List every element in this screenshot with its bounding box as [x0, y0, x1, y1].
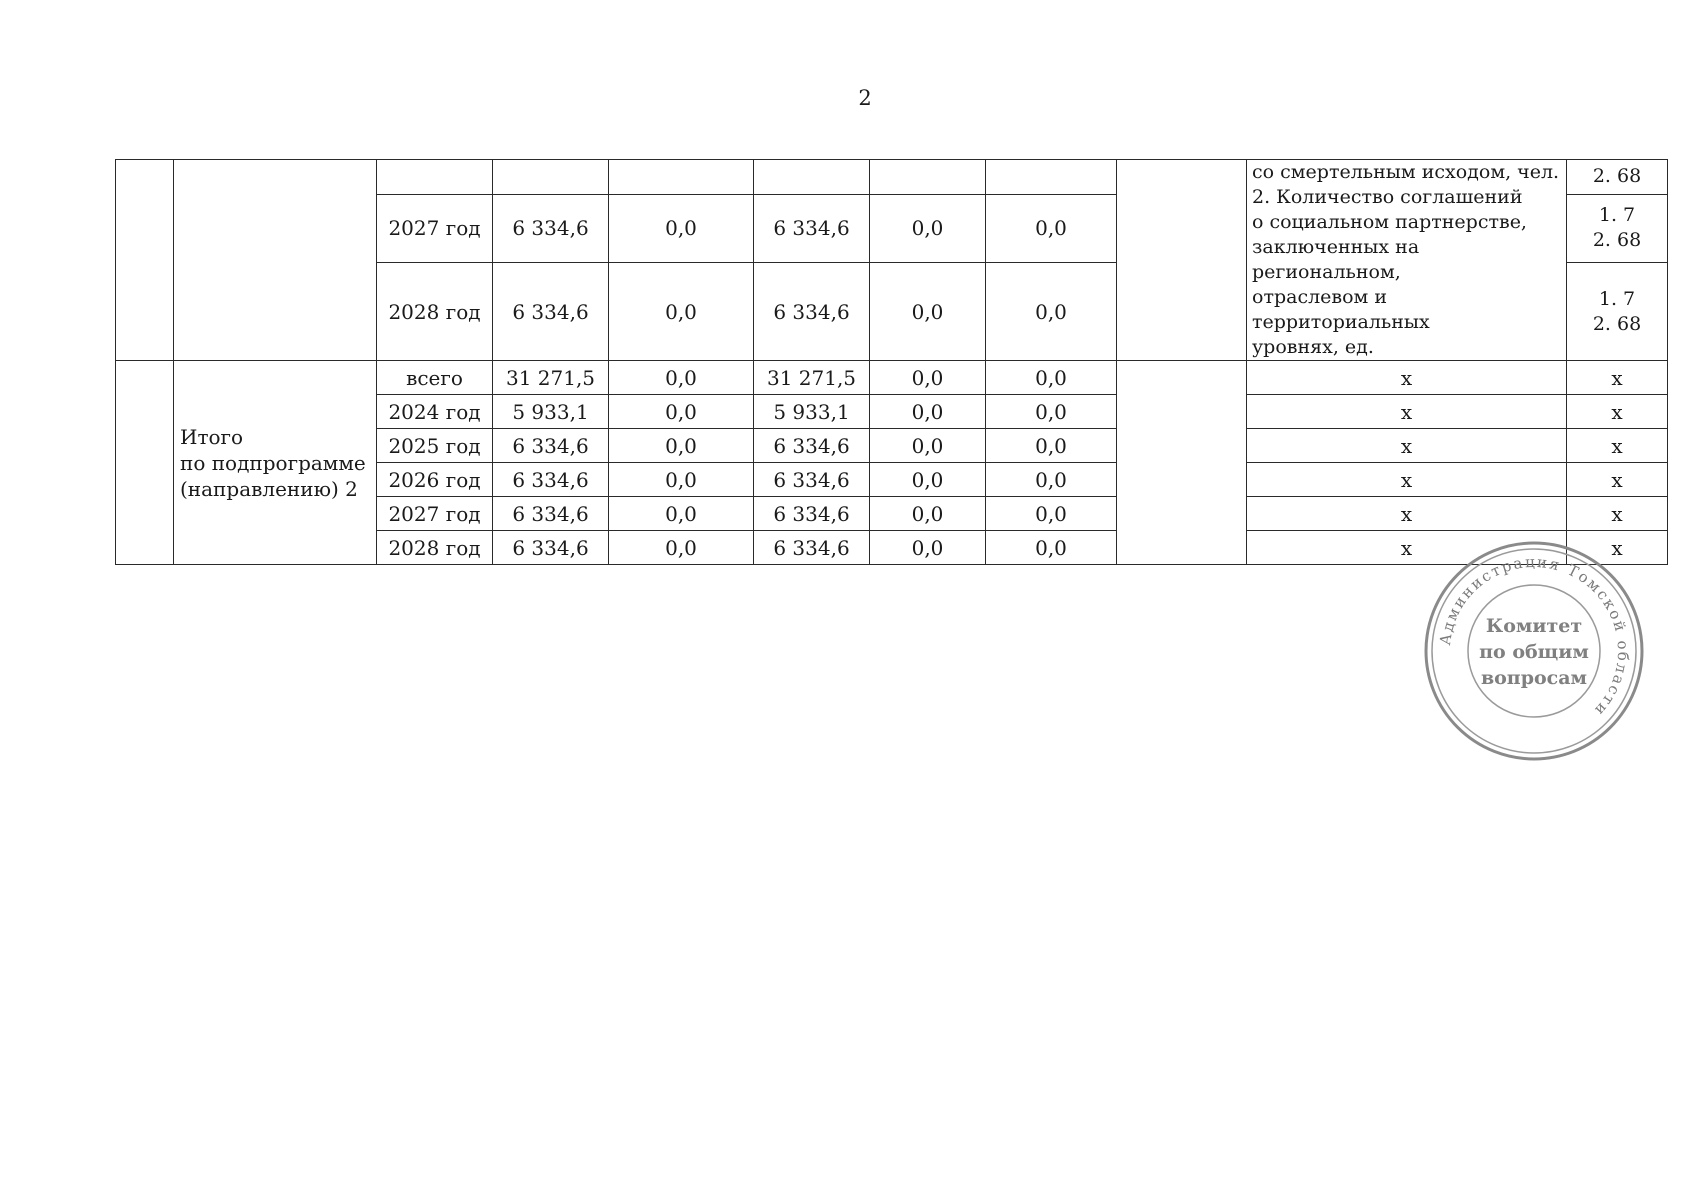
total-cell: 6 334,6 [493, 463, 609, 497]
fund-cell: 0,0 [870, 395, 986, 429]
indicator-cell: х [1247, 395, 1567, 429]
code-cell [1567, 263, 1668, 361]
fund-cell: 0,0 [986, 531, 1117, 565]
fund-cell: 6 334,6 [754, 531, 870, 565]
fund-cell: 0,0 [870, 194, 986, 262]
year-cell: 2028 год [377, 531, 493, 565]
fund-cell: 0,0 [870, 497, 986, 531]
fund-cell: 0,0 [986, 194, 1117, 262]
seal-ring-text: Администрация Томской области [1436, 552, 1633, 721]
code-cell: х [1567, 531, 1668, 565]
fund-cell: 0,0 [609, 395, 754, 429]
code-cell [1567, 194, 1668, 262]
fund-cell: 0,0 [609, 497, 754, 531]
indicator-cell: х [1247, 463, 1567, 497]
year-cell: 2028 год [377, 263, 493, 361]
fund-cell: 0,0 [609, 194, 754, 262]
indicator-cell: х [1247, 429, 1567, 463]
fund-cell: 0,0 [986, 361, 1117, 395]
name-cell [174, 160, 377, 361]
page-number: 2 [858, 86, 872, 110]
indicator-line: заключенных на региональном, [1252, 236, 1420, 283]
indicator-cell: х [1247, 497, 1567, 531]
total-cell: 31 271,5 [493, 361, 609, 395]
fund-cell: 0,0 [609, 263, 754, 361]
seal-center-line: вопросам [1480, 667, 1588, 689]
total-label-line: Итого [180, 424, 244, 449]
fund-cell: 0,0 [870, 361, 986, 395]
fund-cell: 0,0 [609, 429, 754, 463]
fund-cell: 0,0 [870, 263, 986, 361]
indicator-line: отраслевом и территориальных [1252, 286, 1430, 333]
total-cell: 5 933,1 [493, 395, 609, 429]
code-cell: х [1567, 361, 1668, 395]
code-cell: х [1567, 497, 1668, 531]
table-row [116, 160, 1668, 195]
year-cell: 2026 год [377, 463, 493, 497]
fund-cell: 0,0 [609, 361, 754, 395]
indicator-line: о социальном партнерстве, [1252, 211, 1527, 233]
indicator-line: 2. Количество соглашений [1252, 186, 1523, 208]
indicator-cell: х [1247, 531, 1567, 565]
fund-cell: 5 933,1 [754, 395, 870, 429]
code-cell: 2. 68 [1567, 160, 1668, 195]
code-line: 1. 7 [1598, 287, 1636, 310]
seal-center-line: Комитет [1485, 615, 1583, 637]
fund-cell: 0,0 [986, 263, 1117, 361]
year-cell: всего [377, 361, 493, 395]
seal-center-line: по общим [1479, 641, 1589, 663]
fund-cell: 6 334,6 [754, 263, 870, 361]
code-line: 2. 68 [1592, 312, 1642, 335]
year-cell: 2027 год [377, 497, 493, 531]
indicator-cell [1247, 160, 1567, 361]
fund-cell: 0,0 [870, 531, 986, 565]
fund-cell [986, 160, 1117, 195]
fund-cell: 0,0 [986, 463, 1117, 497]
fund-cell [870, 160, 986, 195]
total-label-line: по подпрограмме [180, 450, 366, 475]
total-cell: 6 334,6 [493, 194, 609, 262]
total-cell: 6 334,6 [493, 429, 609, 463]
year-cell [377, 160, 493, 195]
table-row [116, 361, 1668, 395]
indicator-cell: х [1247, 361, 1567, 395]
fund-cell: 0,0 [609, 463, 754, 497]
indicator-line: уровнях, ед. [1252, 336, 1374, 358]
fund-cell: 0,0 [986, 429, 1117, 463]
total-cell [493, 160, 609, 195]
fund-cell [609, 160, 754, 195]
total-label-cell [174, 361, 377, 565]
fund-cell: 6 334,6 [754, 497, 870, 531]
fund-cell: 0,0 [986, 497, 1117, 531]
fund-cell: 6 334,6 [754, 463, 870, 497]
code-cell: х [1567, 463, 1668, 497]
year-cell: 2027 год [377, 194, 493, 262]
year-cell: 2024 год [377, 395, 493, 429]
fund-cell [754, 160, 870, 195]
code-cell: х [1567, 429, 1668, 463]
fund-cell: 0,0 [986, 395, 1117, 429]
executor-cell [1117, 361, 1247, 565]
code-line: 1. 7 [1598, 204, 1636, 227]
fund-cell: 0,0 [870, 463, 986, 497]
budget-table [115, 159, 1668, 565]
official-seal [1423, 540, 1645, 762]
total-cell: 6 334,6 [493, 531, 609, 565]
fund-cell: 6 334,6 [754, 429, 870, 463]
row-number-cell [116, 160, 174, 361]
year-cell: 2025 год [377, 429, 493, 463]
fund-cell: 31 271,5 [754, 361, 870, 395]
fund-cell: 6 334,6 [754, 194, 870, 262]
fund-cell: 0,0 [870, 429, 986, 463]
executor-cell [1117, 160, 1247, 361]
code-line: 2. 68 [1592, 229, 1642, 252]
code-cell: х [1567, 395, 1668, 429]
total-label-line: (направлению) 2 [180, 476, 358, 501]
indicator-line: со смертельным исходом, чел. [1252, 161, 1560, 183]
total-cell: 6 334,6 [493, 497, 609, 531]
fund-cell: 0,0 [609, 531, 754, 565]
total-cell: 6 334,6 [493, 263, 609, 361]
row-number-cell [116, 361, 174, 565]
